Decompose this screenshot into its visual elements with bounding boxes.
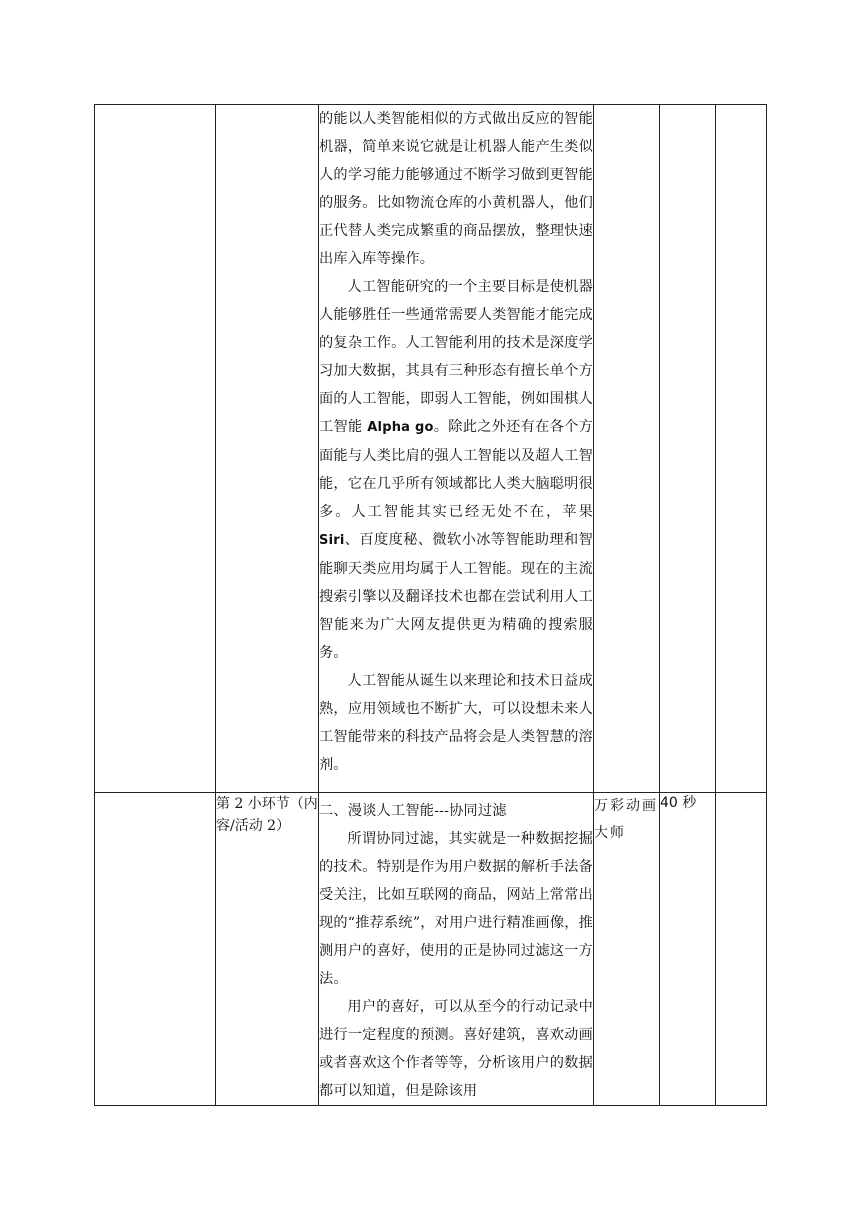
latin-term: Alpha go xyxy=(367,420,434,435)
content-paragraph: 所谓协同过滤，其实就是一种数据挖掘的技术。特别是作为用户数据的解析手法备受关注，比如互联网的商品，网站上常常出现的“推荐系统”，对用户进行精准画像，推测用户的喜好，使用的正是协同过滤这一方法。 xyxy=(319,831,593,987)
table-row xyxy=(95,105,767,793)
content-paragraph: 的能以人类智能相似的方式做出反应的智能机器，简单来说它就是让机器人能产生类似人的学习能力能够通过不断学习做到更智能的服务。比如物流仓库的小黄机器人，他们正代替人类完成繁重的商品摆放，整理快速出库入库等操作。 xyxy=(319,111,593,267)
latin-term: Siri xyxy=(319,533,345,548)
time-value: 40 xyxy=(660,795,678,811)
content-paragraph: 人工智能从诞生以来理论和技术日益成熟，应用领域也不断扩大，可以设想未来人工智能带来的科技产品将会是人类智慧的溶剂。 xyxy=(319,673,593,773)
lesson-plan-table xyxy=(94,104,767,1106)
tool-cell xyxy=(594,105,660,793)
time-cell xyxy=(660,793,716,1106)
tool-cell: 万彩动画大师 xyxy=(594,793,660,1106)
content-cell xyxy=(319,105,594,793)
stage-cell xyxy=(95,105,216,793)
content-paragraph: 人工智能研究的一个主要目标是使机器人能够胜任一些通常需要人类智能才能完成的复杂工作。人工智能利用的技术是深度学习加大数据，其具有三种形态有擅长单个方面的人工智能，即弱人工智能，例如围棋人工智能 Alpha go。除此之外还有在各个方面能与人类比肩的强人工智能以及超人工智能，它在几乎所有领域都比人类大脑聪明很多。人工智能其实已经无处不在，苹果 Siri、百度度秘、微软小冰等智能助理和智能聊天类应用均属于人工智能。现在的主流搜索引擎以及翻译技术也都在尝试利用人工智能来为广大网友提供更为精确的搜索服务。 xyxy=(319,279,594,661)
stage-cell xyxy=(95,793,216,1106)
time-unit: 秒 xyxy=(682,795,697,811)
content-cell xyxy=(319,793,594,1106)
section-label-cell: 第 2 小环节（内容/活动 2） xyxy=(216,793,319,1106)
table-row xyxy=(95,793,767,1106)
time-cell xyxy=(660,105,716,793)
content-heading: 二、漫谈人工智能---协同过滤 xyxy=(319,803,507,819)
notes-cell xyxy=(716,105,767,793)
notes-cell xyxy=(716,793,767,1106)
section-label-cell xyxy=(216,105,319,793)
content-paragraph: 用户的喜好，可以从至今的行动记录中进行一定程度的预测。喜好建筑，喜欢动画或者喜欢这个作者等等，分析该用户的数据都可以知道，但是除该用 xyxy=(319,999,593,1099)
